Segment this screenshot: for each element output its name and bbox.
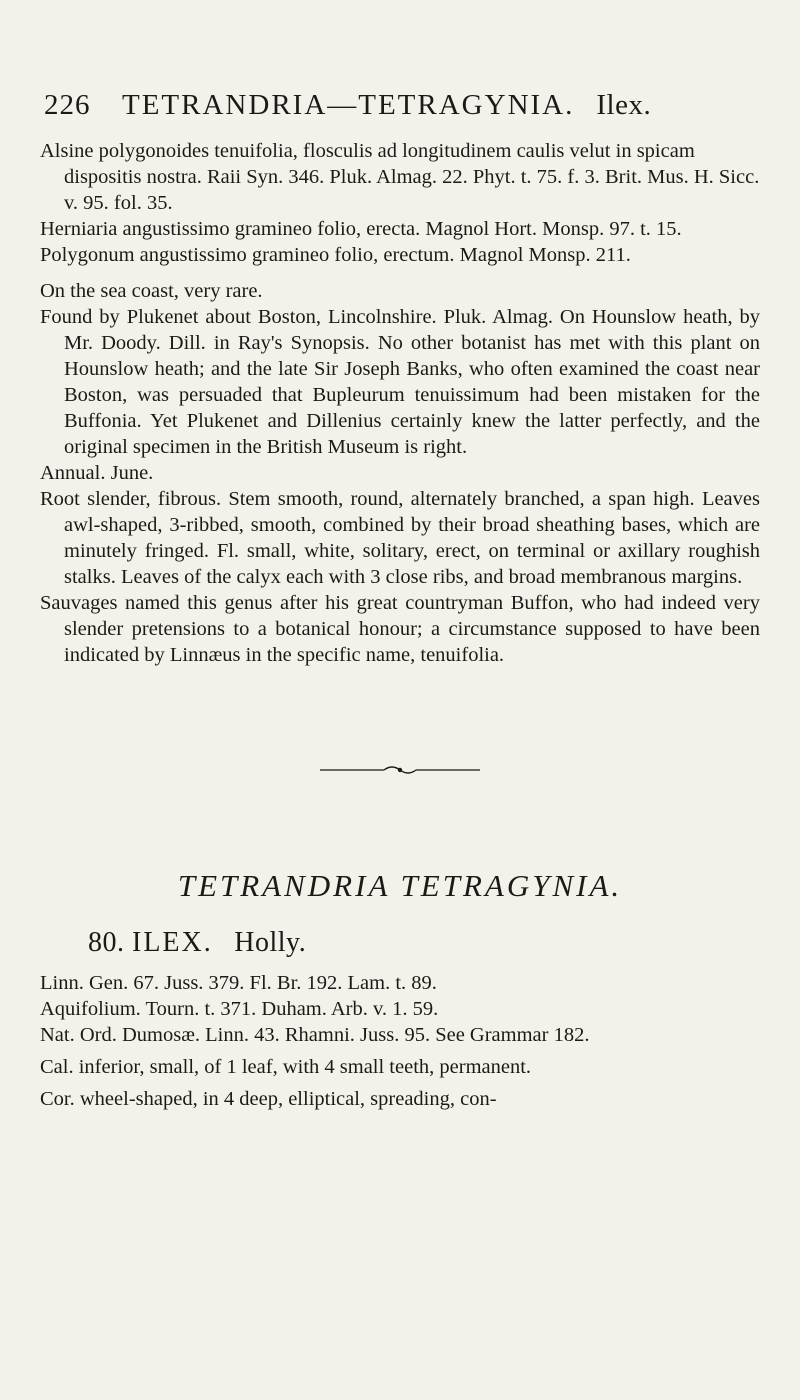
running-head: [44, 88, 760, 122]
genus-number: 80.: [88, 927, 125, 958]
page-number: 226: [44, 89, 91, 121]
corolla-description: Cor. wheel-shaped, in 4 deep, elliptical, spreading, con-: [40, 1088, 497, 1110]
running-genus: Ilex.: [596, 89, 652, 121]
genus-heading: [88, 926, 760, 960]
description-paragraph: Root slender, fibrous. Stem smooth, round, alternately branched, a span high. Leaves awl-shaped, 3-ribbed, smooth, combined by their broad sheathing bases, which are minutely fringed. Fl. small, white, solitary, erect, on terminal or axillary roughish stalks. Leaves of the calyx each with 3 close ribs, and broad membranous margins.: [40, 488, 760, 588]
reference-natural-order: Nat. Ord. Dumosæ. Linn. 43. Rhamni. Juss. 95. See Grammar 182.: [40, 1024, 590, 1046]
synonym-herniaria: Herniaria angustissimo gramineo folio, erecta. Magnol Hort. Monsp. 97. t. 15.: [40, 218, 682, 240]
flourish-icon: [320, 764, 480, 776]
section-title: TETRANDRIA TETRAGYNIA.: [177, 868, 623, 903]
calyx-description: Cal. inferior, small, of 1 leaf, with 4 small teeth, permanent.: [40, 1056, 532, 1078]
synonym-polygonum: Polygonum angustissimo gramineo folio, erectum. Magnol Monsp. 211.: [40, 244, 631, 266]
locality-paragraph: Found by Plukenet about Boston, Lincolnshire. Pluk. Almag. On Hounslow heath, by Mr. Doody. Dill. in Ray's Synopsis. No other botanist has met with this plant on Hounslow heath; and the late Sir Joseph Banks, who often examined the coast near Boston, was persuaded that Bupleurum tenuissimum had been mistaken for the Buffonia. Yet Plukenet and Dillenius certainly knew the latter perfectly, and the original specimen in the British Museum is right.: [40, 306, 760, 458]
genus-name: ILEX.: [132, 927, 213, 958]
habitat-paragraph: On the sea coast, very rare.: [40, 280, 263, 302]
reference-aquifolium: Aquifolium. Tourn. t. 371. Duham. Arb. v. 1. 59.: [40, 998, 439, 1020]
running-title: TETRANDRIA—TETRAGYNIA.: [122, 89, 575, 121]
duration-paragraph: Annual. June.: [40, 462, 154, 484]
etymology-paragraph: Sauvages named this genus after his great countryman Buffon, who had indeed very slender pretensions to a botanical honour; a circumstance supposed to have been indicated by Linnæus in the specific name, tenuifolia.: [40, 592, 760, 666]
synonym-alsine: Alsine polygonoides tenuifolia, flosculis ad longitudinem caulis velut in spicam dispositis nostra. Raii Syn. 346. Pluk. Almag. 22. Phyt. t. 75. f. 3. Brit. Mus. H. Sicc. v. 95. fol. 35.: [40, 140, 760, 214]
ornament-divider: [320, 764, 480, 776]
genus-common-name: Holly.: [234, 927, 307, 958]
reference-linnaeus: Linn. Gen. 67. Juss. 379. Fl. Br. 192. Lam. t. 89.: [40, 972, 437, 994]
